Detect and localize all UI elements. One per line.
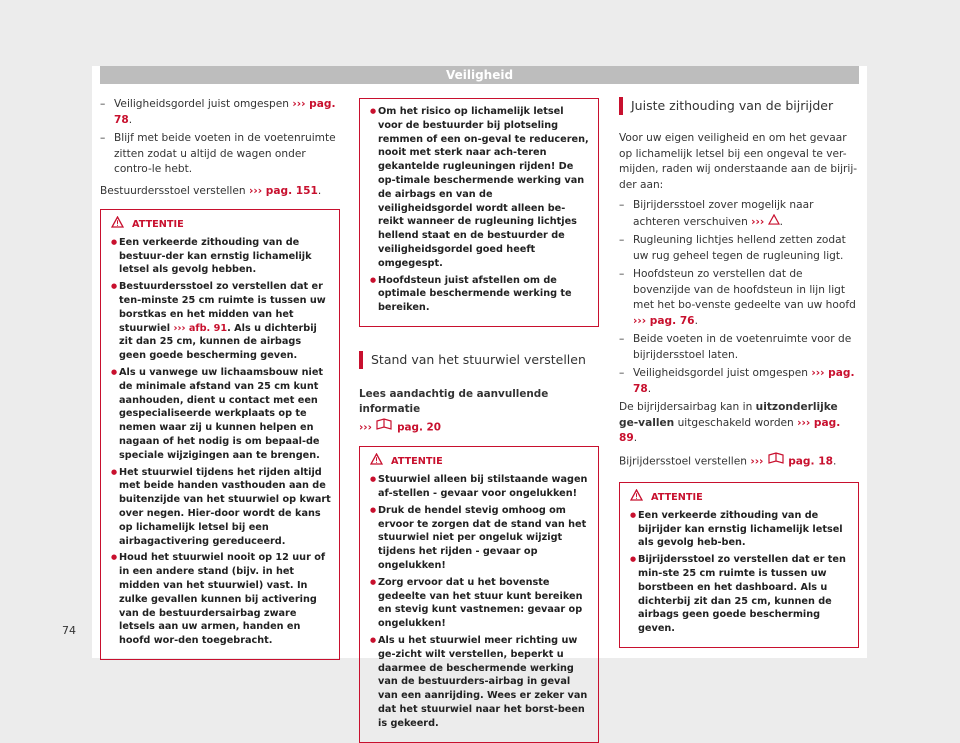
bullet-item: ● Zorg ervoor dat u het bovenste gedeelte van het stuur kunt bereiken en stevig kunt vastnemen: gevaar op ongelukken! bbox=[370, 576, 590, 631]
page-header: Veiligheid bbox=[100, 66, 859, 84]
bullet-item: ● Als u vanwege uw lichaamsbouw niet de minimale afstand van 25 cm kunt aanhouden, dient u contact met een gespecialiseerde werkplaats op te nemen waar zij u kunnen helpen en nagaan of het nodig is om bepaal-de speciale wijzigingen aan te brengen. bbox=[111, 366, 331, 463]
warning-title: ATTENTIE bbox=[651, 491, 703, 503]
list-item: – Bijrijdersstoel zover mogelijk naar achteren verschuiven ››› . bbox=[619, 198, 859, 230]
bullet-item: ● Als u het stuurwiel meer richting uw ge-zicht wilt verstellen, beperkt u daarmee de beschermende werking van de bestuurders-airbag in geval van een aanrijding. Wees er zeker van dat het stuurwiel naar het borst-been is gekeerd. bbox=[370, 634, 590, 731]
bullet-item: ● Houd het stuurwiel nooit op 12 uur of in een andere stand (bijv. in het midden van het stuurwiel) vast. In zulke gevallen kunnen bij activering van de bestuurdersairbag zware letsels aan uw armen, handen en hoofd wor-den toegebracht. bbox=[111, 551, 331, 648]
list-item: – Hoofdsteun zo verstellen dat de bovenzijde van de hoofdsteun in lijn ligt met het bo-venste gedeelte van uw hoofd ››› pag. 76. bbox=[619, 267, 859, 329]
list-item: – Veiligheidsgordel juist omgespen ››› pag. 78. bbox=[100, 97, 340, 128]
book-icon bbox=[767, 452, 785, 471]
page-link[interactable]: ››› pag. 76 bbox=[633, 314, 695, 327]
warning-header bbox=[370, 453, 590, 470]
section-marker bbox=[619, 97, 623, 115]
ref-arrow[interactable]: ››› bbox=[750, 454, 764, 467]
bullet-item: ● Om het risico op lichamelijk letsel voor de bestuurder bij plotseling remmen of een on-geval te reduceren, nooit met sterk naar ach-teren gekantelde rugleuningen rijden! De op-timale beschermende werking van de airbags en van de veiligheidsgordel wordt alleen be-reikt wanneer de rugleuning lichtjes hellend staat en de bestuurder de veiligheidsgordel goed heeft omgegespt. bbox=[370, 105, 590, 271]
page-link[interactable]: ››› pag. 89 bbox=[619, 416, 841, 444]
warning-header bbox=[630, 489, 850, 506]
warning-box bbox=[619, 482, 859, 648]
warning-title: ATTENTIE bbox=[391, 455, 443, 467]
bullet-item: ● Bestuurdersstoel zo verstellen dat er ten-minste 25 cm ruimte is tussen uw borstkas en het midden van het stuurwiel ››› afb. 91. Als u dichterbij zit dan 25 cm, kunnen de airbags geen goede bescherming geven. bbox=[111, 280, 331, 363]
section-heading bbox=[619, 97, 859, 115]
paragraph: Bijrijdersstoel verstellen ››› pag. 18. bbox=[619, 452, 859, 471]
warning-triangle-icon bbox=[370, 453, 391, 470]
bullet-item: ● Stuurwiel alleen bij stilstaande wagen af-stellen - gevaar voor ongelukken! bbox=[370, 473, 590, 501]
bullet-item: ● Een verkeerde zithouding van de bijrijder kan ernstig lichamelijk letsel als gevolg heb-ben. bbox=[630, 509, 850, 550]
bullet-item: ● Hoofdsteun juist afstellen om de optimale beschermende werking te bereiken. bbox=[370, 274, 590, 315]
page-link[interactable]: ››› pag. 78 bbox=[114, 98, 336, 126]
list-item: – Blijf met beide voeten in de voetenruimte zitten zodat u altijd de wagen onder contro-le hebt. bbox=[100, 131, 340, 178]
bullet-item: ● Het stuurwiel tijdens het rijden altijd met beide handen vasthouden aan de buitenzijde van het stuurwiel op kwart over negen. Hier-door wordt de kans op lichamelijk letsel bij een airbagactivering gereduceerd. bbox=[111, 466, 331, 549]
page-link[interactable]: ››› pag. 78 bbox=[633, 367, 855, 395]
column-1 bbox=[100, 97, 340, 660]
figure-link[interactable]: afb. 91 bbox=[188, 322, 228, 334]
section-heading bbox=[359, 351, 599, 369]
warning-header bbox=[111, 216, 331, 233]
page-link[interactable]: pag. 18 bbox=[788, 454, 833, 467]
column-3 bbox=[619, 97, 859, 648]
warning-triangle-icon bbox=[630, 489, 651, 506]
paragraph: Bestuurdersstoel verstellen ››› pag. 151. bbox=[100, 184, 322, 197]
bullet-item: ● Een verkeerde zithouding van de bestuur-der kan ernstig lichamelijk letsel als gevolg hebben. bbox=[111, 236, 331, 277]
intro-paragraph: Lees aandachtig de aanvullende informatie ››› pag. 20 bbox=[359, 387, 599, 437]
page-link[interactable]: ››› pag. 151 bbox=[248, 184, 318, 197]
warning-title: ATTENTIE bbox=[132, 218, 184, 230]
list-item: – Beide voeten in de voetenruimte voor de bijrijdersstoel laten. bbox=[619, 332, 859, 363]
ref-arrow[interactable]: ››› bbox=[359, 421, 372, 434]
ref-arrow[interactable]: ››› bbox=[751, 215, 765, 228]
ref-arrow[interactable]: ››› bbox=[173, 322, 186, 334]
paragraph: De bijrijdersairbag kan in uitzonderlijke ge-vallen uitgeschakeld worden ››› pag. 89. bbox=[619, 401, 841, 444]
book-icon bbox=[375, 418, 393, 437]
list-item: – Rugleuning lichtjes hellend zetten zodat uw rug geheel tegen de rugleuning ligt. bbox=[619, 233, 859, 264]
warning-box-continued bbox=[359, 98, 599, 327]
warning-box bbox=[359, 446, 599, 742]
column-2 bbox=[359, 98, 599, 743]
warning-triangle-icon bbox=[111, 216, 132, 233]
section-title: Stand van het stuurwiel verstellen bbox=[371, 352, 586, 368]
section-marker bbox=[359, 351, 363, 369]
warning-triangle-icon bbox=[768, 216, 780, 228]
bullet-item: ● Bijrijdersstoel zo verstellen dat er ten min-ste 25 cm ruimte is tussen uw borstbeen en het dashboard. Als u dichterbij zit dan 25 cm, kunnen de airbags geen goede bescherming geven. bbox=[630, 553, 850, 636]
warning-box bbox=[100, 209, 340, 660]
page-number: 74 bbox=[62, 624, 76, 637]
intro-paragraph: Voor uw eigen veiligheid en om het gevaar op lichamelijk letsel bij een ongeval te ver-mijden, raden wij onderstaande aan de bijrij-der aan: bbox=[619, 132, 858, 191]
page-link[interactable]: pag. 20 bbox=[397, 421, 442, 434]
list-item: – Veiligheidsgordel juist omgespen ››› pag. 78. bbox=[619, 366, 859, 397]
section-title: Juiste zithouding van de bijrijder bbox=[631, 98, 834, 114]
bullet-item: ● Druk de hendel stevig omhoog om ervoor te zorgen dat de stand van het stuurwiel niet per ongeluk wijzigt tijdens het rijden - gevaar op ongelukken! bbox=[370, 504, 590, 573]
